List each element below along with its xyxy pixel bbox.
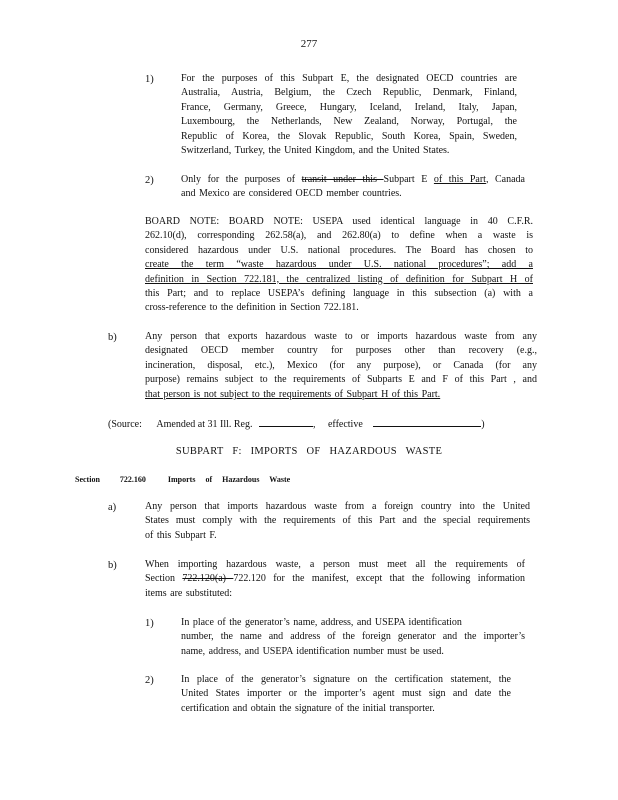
subitem-2-text [181, 673, 511, 716]
board-note-line: create the term “waste hazardous under U.S. national procedures”; add a [145, 259, 533, 271]
board-note-line: definition in Section 722.181, the centralized listing of definition for Subpart H of [145, 273, 533, 285]
item-b2-text-b: 722.120 for the manifest, except that the following information [233, 573, 525, 585]
subitem-2-marker: 2) [145, 675, 154, 686]
struck-text: 722.120(a) [182, 573, 234, 585]
item-b2-marker: b) [108, 560, 117, 571]
subitem-1-line: name, address, and USEPA identification number must be used. [181, 645, 444, 657]
source-comma: , [312, 419, 316, 430]
item-2-text [181, 173, 525, 202]
effective-blank [373, 416, 481, 427]
source-line [108, 416, 485, 430]
item-a-text [145, 500, 530, 543]
subitem-1-marker: 1) [145, 618, 154, 629]
item-1-line: Republic of Korea, the Slovak Republic, South Korea, Spain, Sweden, [181, 130, 517, 142]
board-note-line: considered hazardous under U.S. national procedures. The Board has chosen to [145, 244, 533, 256]
item-2-text-b: Subpart E [383, 174, 428, 185]
item-1-line: For the purposes of this Subpart E, the designated OECD countries are [181, 73, 517, 84]
register-blank [259, 416, 313, 427]
subitem-1-line: In place of the generator’s name, address, and USEPA identification [181, 617, 462, 628]
item-b2-line: items are substituted: [145, 587, 232, 599]
subitem-2-line: In place of the generator’s signature on the certification statement, the [181, 674, 511, 685]
item-2-marker: 2) [145, 175, 154, 186]
item-1-line: Switzerland, Turkey, the United Kingdom, and the United States. [181, 145, 450, 157]
item-b2-line: When importing hazardous waste, a person must meet all the requirements of [145, 559, 525, 570]
struck-text: transit under this [301, 174, 384, 185]
section-title: Imports of Hazardous Waste [167, 475, 291, 484]
item-2-line-2: and Mexico are considered OECD member countries. [181, 188, 402, 200]
item-1-line: Luxembourg, the Netherlands, New Zealand, Norway, Portugal, the [181, 116, 517, 128]
board-note-line: this Part; and to replace USEPA’s defining language in this subsection (a) with a [145, 288, 533, 300]
section-number: 722.160 [119, 475, 146, 484]
item-a-line: States must comply with the requirements of this Part and the special requirements [145, 515, 530, 527]
source-effective: effective [327, 419, 363, 430]
item-1-text [181, 72, 517, 158]
item-a-line: Any person that imports hazardous waste from a foreign country into the United [145, 501, 530, 512]
item-b2-text-a: Section [145, 573, 183, 585]
item-b-line: that person is not subject to the requirements of Subpart H of this Part. [145, 388, 441, 400]
board-note [145, 215, 533, 316]
subitem-2-line: United States importer or the importer’s agent must sign and date the [181, 688, 511, 700]
subitem-1-line: number, the name and address of the foreign generator and the importer’s [181, 631, 525, 643]
item-b-line: purpose) remains subject to the requirements of Subparts E and F of this Part , and [145, 374, 537, 386]
item-2-text-a: Only for the purposes of [181, 174, 302, 185]
board-note-line: BOARD NOTE: BOARD NOTE: USEPA used identical language in 40 C.F.R. [145, 216, 533, 227]
item-b-text [145, 330, 537, 402]
page-number: 277 [300, 38, 318, 50]
item-b-line: incineration, disposal, etc.), Mexico (for any purpose), or Canada (for any [145, 359, 537, 371]
source-text: Amended at 31 Ill. Reg. [156, 419, 253, 430]
section-label: Section [75, 475, 100, 484]
item-1-marker: 1) [145, 74, 154, 85]
source-label: (Source: [108, 419, 142, 430]
board-note-line: 262.10(d), corresponding 262.58(a), and 262.80(a) to define when a waste is [145, 230, 533, 242]
subitem-1-text [181, 616, 525, 659]
item-b-line: designated OECD member country for purposes other than recovery (e.g., [145, 345, 537, 357]
item-2-text-c: , Canada [485, 174, 525, 185]
subpart-heading: SUBPART F: IMPORTS OF HAZARDOUS WASTE [175, 446, 443, 457]
item-b-line: Any person that exports hazardous waste to or imports hazardous waste from any [145, 331, 537, 342]
board-note-line: cross-reference to the definition in Section 722.181. [145, 302, 359, 314]
item-b2-text [145, 558, 525, 601]
item-a-line: of this Subpart F. [145, 529, 217, 541]
item-b2-line [145, 572, 525, 586]
item-1-line: France, Germany, Greece, Hungary, Iceland, Ireland, Italy, Japan, [181, 101, 517, 113]
item-1-line: Australia, Austria, Belgium, the Czech Republic, Denmark, Finland, [181, 87, 517, 99]
item-b-marker: b) [108, 332, 117, 343]
subitem-2-line: certification and obtain the signature of the initial transporter. [181, 702, 435, 714]
item-2-line-1 [181, 173, 525, 187]
item-a-marker: a) [108, 502, 117, 513]
source-close: ) [481, 419, 485, 430]
inserted-text: of this Part [433, 174, 486, 185]
section-heading [75, 475, 290, 484]
